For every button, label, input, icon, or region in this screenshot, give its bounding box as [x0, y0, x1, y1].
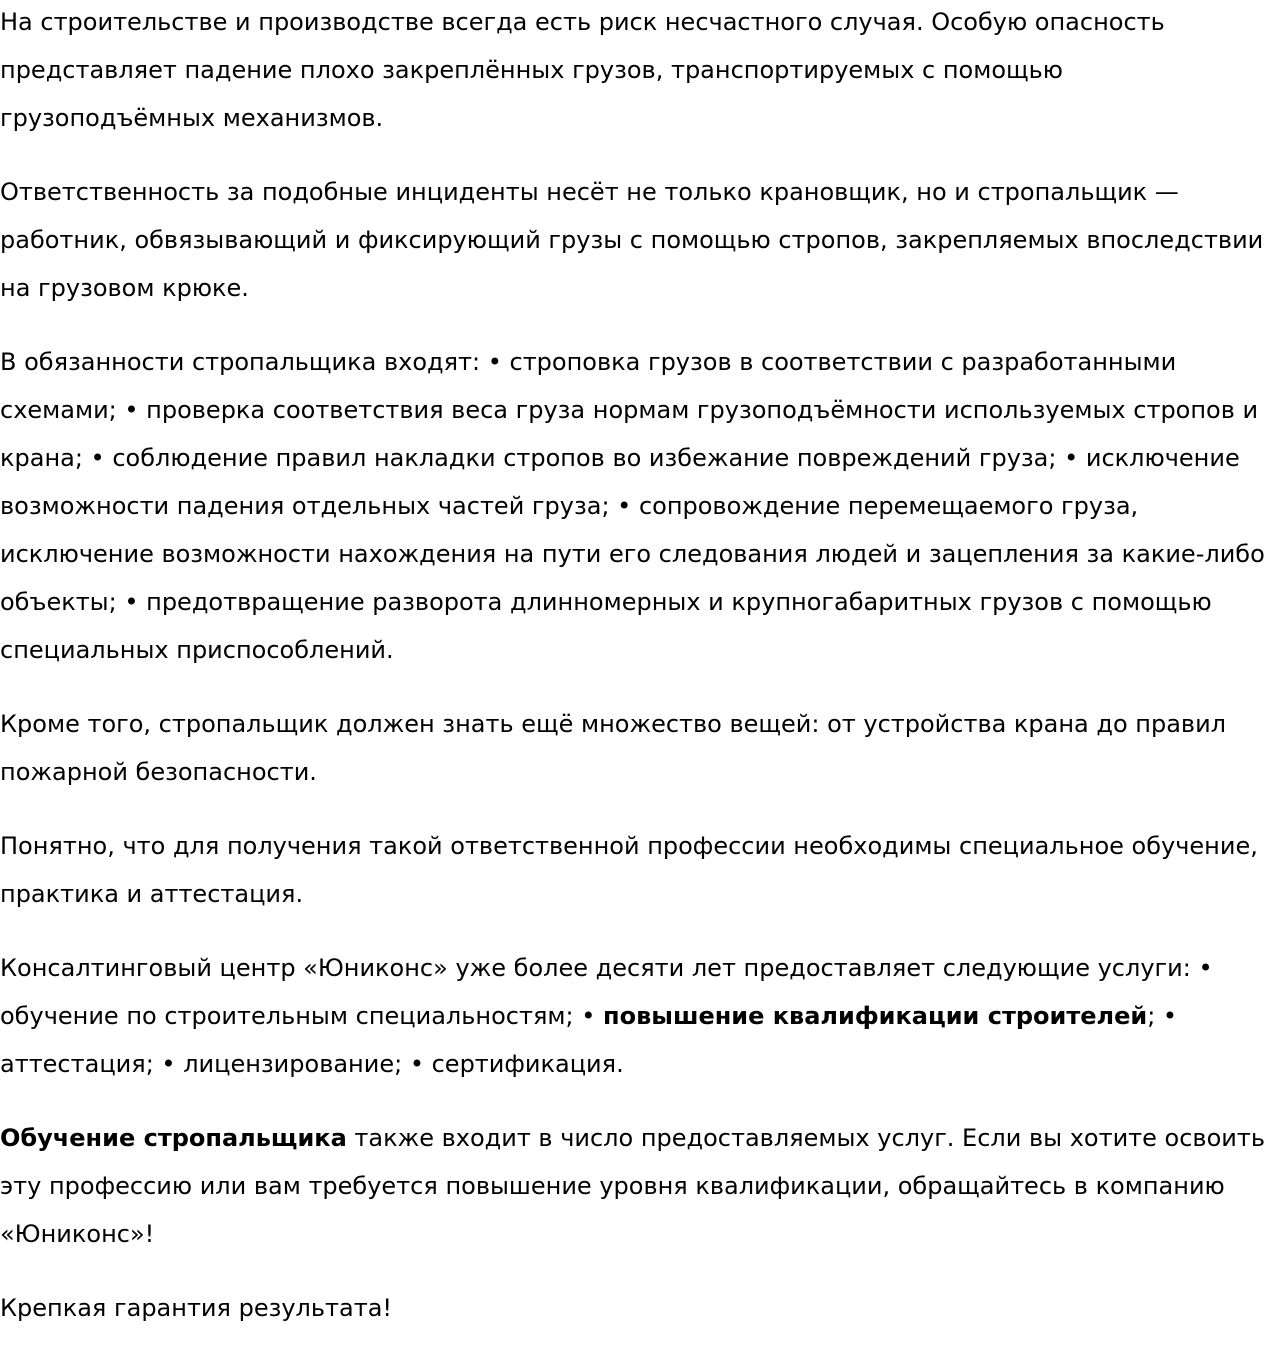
- paragraph-slinger-training: [0, 1114, 1270, 1258]
- paragraph-duties: В обязанности стропальщика входят: • строповка грузов в соответствии с разработанными схемами; • проверка соответствия веса груза нормам грузоподъёмности используемых стропов и крана; • соблюдение правил накладки стропов во избежание повреждений груза; • исключение возможности падения отдельных частей груза; • сопровождение перемещаемого груза, исключение возможности нахождения на пути его следования людей и зацепления за какие-либо объекты; • предотвращение разворота длинномерных и крупногабаритных грузов с помощью специальных приспособлений.: [0, 348, 1265, 664]
- paragraph-training: Понятно, что для получения такой ответственной профессии необходимы специальное обучение, практика и аттестация.: [0, 832, 1258, 908]
- paragraph-knowledge: Кроме того, стропальщик должен знать ещё множество вещей: от устройства крана до правил пожарной безопасности.: [0, 710, 1227, 786]
- paragraph-intro: На строительстве и производстве всегда есть риск несчастного случая. Особую опасность представляет падение плохо закреплённых грузов, транспортируемых с помощью грузоподъёмных механизмов.: [0, 8, 1165, 132]
- paragraph-guarantee: Крепкая гарантия результата!: [0, 1294, 393, 1322]
- slinger-training-text: также входит в число предоставляемых услуг. Если вы хотите освоить эту профессию или вам требуется повышение уровня квалификации, обращайтесь в компанию «Юниконс»!: [0, 1124, 1265, 1248]
- qualification-link-text: повышение квалификации строителей: [603, 1002, 1148, 1030]
- services-text: Консалтинговый центр «Юниконс» уже более десяти лет предоставляет следующие услуги: • обучение по строительным специальностям; •: [0, 954, 1213, 1030]
- slinger-training-bold: Обучение стропальщика: [0, 1124, 347, 1152]
- paragraph-services: [0, 944, 1270, 1088]
- services-text-end: ; • аттестация; • лицензирование; • сертификация.: [0, 1002, 1178, 1078]
- paragraph-responsibility: Ответственность за подобные инциденты несёт не только крановщик, но и стропальщик — работник, обвязывающий и фиксирующий грузы с помощью стропов, закрепляемых впоследствии на грузовом крюке.: [0, 178, 1264, 302]
